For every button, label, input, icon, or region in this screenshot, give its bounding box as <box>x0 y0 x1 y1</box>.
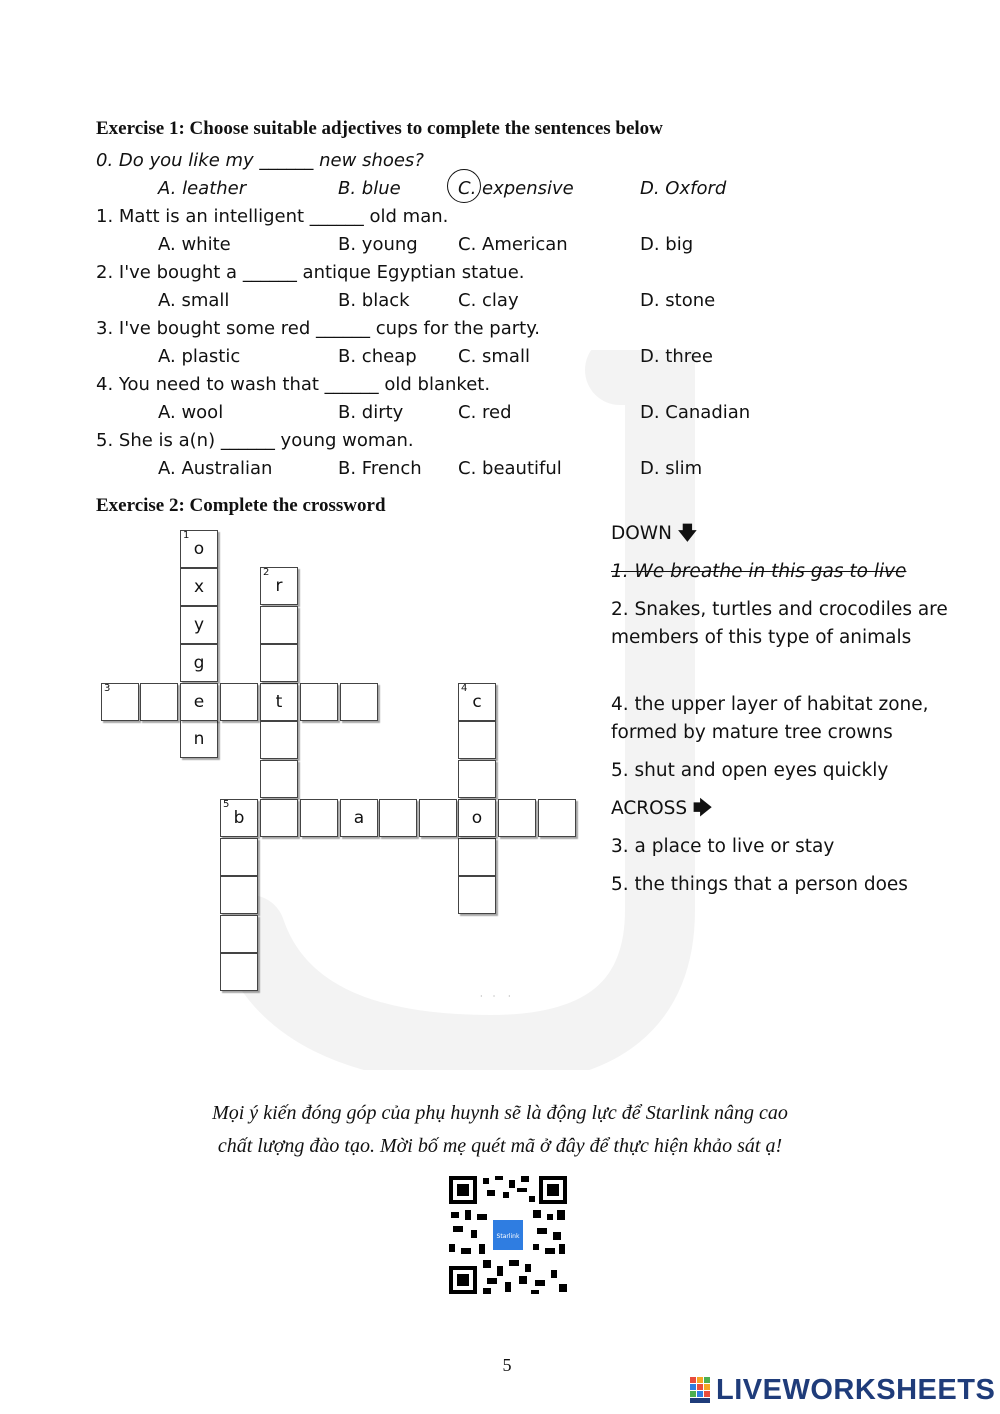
cell-letter: e <box>193 692 205 712</box>
crossword-cell[interactable] <box>101 683 139 721</box>
option-3-d[interactable]: D. three <box>640 346 713 367</box>
down-clue-2: 2. Snakes, turtles and crocodiles are members of this type of animals <box>611 599 948 648</box>
cell-letter: y <box>193 615 205 635</box>
crossword-cell[interactable] <box>498 799 536 837</box>
cell-letter: t <box>275 692 283 712</box>
crossword-cell[interactable] <box>458 838 496 876</box>
question-1: 1. Matt is an intelligent ______ old man. <box>96 206 449 227</box>
cell-letter: o <box>471 808 483 828</box>
crossword-cell[interactable] <box>300 683 338 721</box>
across-clue-5: 5. the things that a person does <box>611 874 908 895</box>
cell-letter: b <box>233 808 245 828</box>
liveworksheets-logo[interactable] <box>690 1375 995 1405</box>
option-0-d[interactable]: D. Oxford <box>640 178 727 199</box>
option-5-c[interactable]: C. beautiful <box>458 458 562 479</box>
crossword-cell[interactable] <box>180 606 218 644</box>
crossword-cell[interactable] <box>180 530 218 568</box>
crossword-cell[interactable] <box>260 644 298 682</box>
crossword-cell[interactable] <box>458 799 496 837</box>
crossword-cell[interactable] <box>220 683 258 721</box>
crossword-cell[interactable] <box>260 683 298 721</box>
option-1-b[interactable]: B. young <box>338 234 418 255</box>
crossword-cell[interactable] <box>260 760 298 798</box>
stray-marks: · · · <box>480 992 511 1001</box>
option-4-d[interactable]: D. Canadian <box>640 402 751 423</box>
cell-letter: x <box>193 577 205 597</box>
crossword-cell[interactable] <box>220 838 258 876</box>
question-3: 3. I've bought some red ______ cups for the party. <box>96 318 541 339</box>
option-2-d[interactable]: D. stone <box>640 290 716 311</box>
crossword-cell[interactable] <box>419 799 457 837</box>
option-4-b[interactable]: B. dirty <box>338 402 404 423</box>
crossword-cell[interactable] <box>220 876 258 914</box>
crossword-cell[interactable] <box>260 606 298 644</box>
question-5: 5. She is a(n) ______ young woman. <box>96 430 414 451</box>
crossword-cell[interactable] <box>180 568 218 606</box>
crossword-cell[interactable] <box>538 799 576 837</box>
footer-note-line-1: Mọi ý kiến đóng góp của phụ huynh sẽ là động lực để Starlink nâng cao <box>212 1102 788 1124</box>
exercise-1-title: Exercise 1: Choose suitable adjectives to complete the sentences below <box>96 118 663 139</box>
liveworksheets-logo-text: LIVEWORKSHEETS <box>716 1373 996 1406</box>
cell-letter: n <box>193 729 205 749</box>
option-2-b[interactable]: B. black <box>338 290 410 311</box>
clue-number: 5 <box>223 799 230 810</box>
option-2-a[interactable]: A. small <box>158 290 230 311</box>
crossword-cell[interactable] <box>140 683 178 721</box>
crossword-cell[interactable] <box>260 721 298 759</box>
down-heading-label: DOWN <box>611 523 672 544</box>
qr-logo-text: Starlink <box>496 1233 520 1240</box>
question-0: 0. Do you like my ______ new shoes? <box>96 150 424 171</box>
option-1-c[interactable]: C. American <box>458 234 568 255</box>
crossword-cell[interactable] <box>340 799 378 837</box>
crossword-cell[interactable] <box>379 799 417 837</box>
cell-letter: g <box>193 653 205 673</box>
crossword-cell[interactable] <box>260 799 298 837</box>
crossword-cell[interactable] <box>180 720 218 758</box>
footer-note-line-2: chất lượng đào tạo. Mời bố mẹ quét mã ở đây để thực hiện khảo sát ạ! <box>217 1135 783 1157</box>
down-clue-1: 1. We breathe in this gas to live <box>611 561 907 582</box>
option-0-b[interactable]: B. blue <box>338 178 401 199</box>
across-heading-label: ACROSS <box>611 798 688 819</box>
down-clue-5: 5. shut and open eyes quickly <box>611 760 889 781</box>
down-heading <box>611 520 697 548</box>
crossword-cell[interactable] <box>340 683 378 721</box>
option-1-a[interactable]: A. white <box>158 234 231 255</box>
question-2: 2. I've bought a ______ antique Egyptian statue. <box>96 262 525 283</box>
cell-letter: o <box>193 539 205 559</box>
clue-number: 2 <box>263 567 270 578</box>
option-3-b[interactable]: B. cheap <box>338 346 417 367</box>
question-4: 4. You need to wash that ______ old blanket. <box>96 374 491 395</box>
answer-circle <box>447 169 481 203</box>
option-2-c[interactable]: C. clay <box>458 290 519 311</box>
down-clue-4: 4. the upper layer of habitat zone, formed by mature tree crowns <box>611 694 929 743</box>
option-3-c[interactable]: C. small <box>458 346 530 367</box>
option-5-d[interactable]: D. slim <box>640 458 703 479</box>
option-1-d[interactable]: D. big <box>640 234 694 255</box>
cell-letter: r <box>275 576 283 596</box>
crossword-cell[interactable] <box>458 721 496 759</box>
crossword-cell[interactable] <box>180 644 218 682</box>
crossword-cell[interactable] <box>458 683 496 721</box>
clue-number: 4 <box>461 683 468 694</box>
crossword-cell[interactable] <box>260 567 298 605</box>
exercise-2-title: Exercise 2: Complete the crossword <box>96 495 386 516</box>
qr-code[interactable] <box>447 1174 569 1296</box>
crossword-cell[interactable] <box>220 915 258 953</box>
arrow-down-icon: 🡇 <box>677 523 697 544</box>
clue-number: 1 <box>183 530 190 541</box>
crossword-cell[interactable] <box>220 799 258 837</box>
crossword-cell[interactable] <box>180 683 218 721</box>
option-0-c[interactable]: C. expensive <box>458 178 574 199</box>
across-heading <box>611 795 712 823</box>
option-5-b[interactable]: B. French <box>338 458 422 479</box>
page-number: 5 <box>502 1355 512 1375</box>
crossword-cell[interactable] <box>220 953 258 991</box>
across-clue-3: 3. a place to live or stay <box>611 836 835 857</box>
crossword-cell[interactable] <box>300 799 338 837</box>
clue-number: 3 <box>104 683 111 694</box>
liveworksheets-logo-icon <box>690 1377 716 1403</box>
option-4-c[interactable]: C. red <box>458 402 512 423</box>
option-4-a[interactable]: A. wool <box>158 402 224 423</box>
cell-letter: a <box>353 808 365 828</box>
option-3-a[interactable]: A. plastic <box>158 346 241 367</box>
cell-letter: c <box>472 692 482 712</box>
crossword-cell[interactable] <box>458 760 496 798</box>
option-5-a[interactable]: A. Australian <box>158 458 273 479</box>
arrow-right-icon: 🡆 <box>693 798 713 819</box>
crossword-cell[interactable] <box>458 876 496 914</box>
option-0-a[interactable]: A. leather <box>158 178 247 199</box>
